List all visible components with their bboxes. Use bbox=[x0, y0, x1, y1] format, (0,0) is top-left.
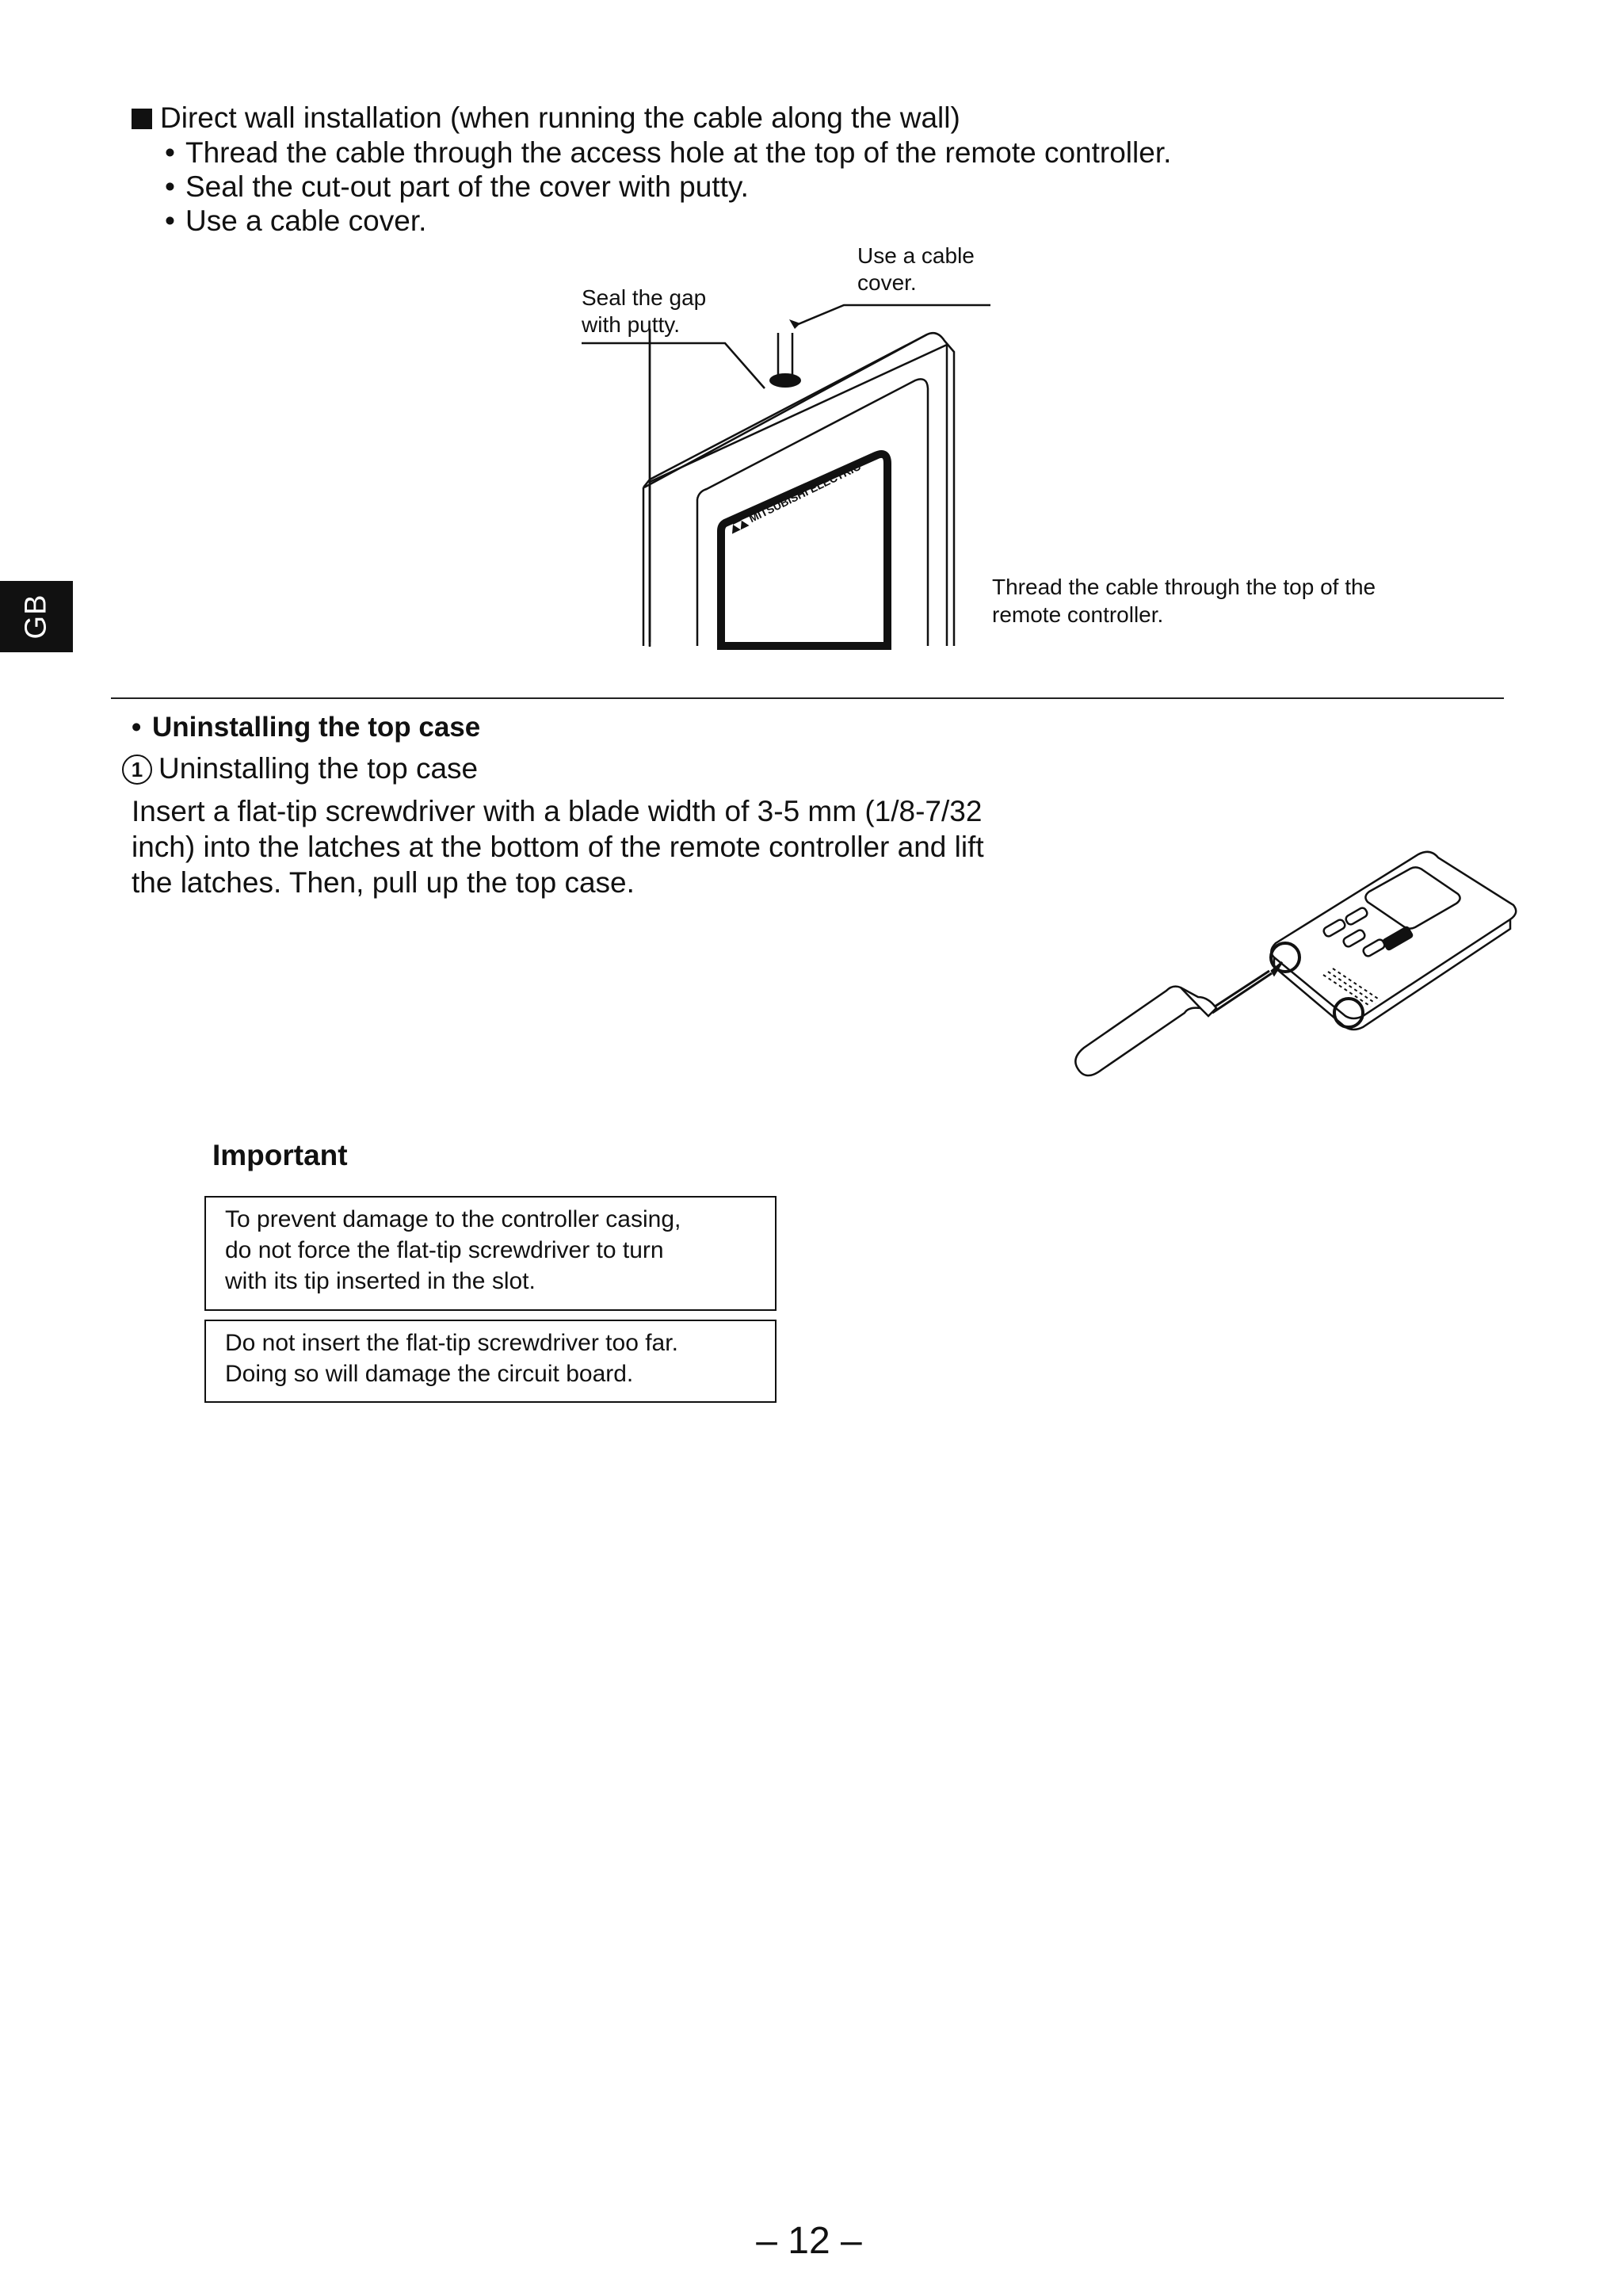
section2-body-line3: the latches. Then, pull up the top case. bbox=[132, 866, 635, 899]
label-seal-gap-line2: with putty. bbox=[582, 312, 680, 337]
section2-heading: • Uninstalling the top case bbox=[132, 712, 481, 743]
note2-line2: Doing so will damage the circuit board. bbox=[225, 1361, 634, 1387]
step-number-badge: 1 bbox=[122, 755, 152, 785]
putty-hole bbox=[769, 373, 801, 388]
label-cable-cover-line1: Use a cable bbox=[857, 243, 975, 268]
language-tab-label: GB bbox=[19, 594, 53, 640]
section1-heading: Direct wall installation (when running the cable along the wall) bbox=[132, 101, 960, 136]
screwdriver-handle bbox=[1075, 987, 1216, 1075]
label-thread-line1: Thread the cable through the top of the bbox=[992, 575, 1376, 599]
uninstall-diagram bbox=[1070, 840, 1529, 1086]
language-tab bbox=[0, 581, 73, 652]
square-bullet-icon bbox=[132, 109, 152, 129]
note1-line1: To prevent damage to the controller casing, bbox=[225, 1206, 681, 1232]
section2-body-line2: inch) into the latches at the bottom of the remote controller and lift bbox=[132, 831, 984, 863]
page-number: – 12 – bbox=[756, 2220, 862, 2262]
section1-bullet-3: • Use a cable cover. bbox=[165, 204, 427, 237]
cable-cover-leader bbox=[796, 305, 990, 325]
wall-install-diagram bbox=[555, 293, 998, 650]
important-note-1 bbox=[204, 1196, 777, 1311]
section1-bullet-1: • Thread the cable through the access hole at the top of the remote controller. bbox=[165, 136, 1172, 169]
important-title: Important bbox=[212, 1139, 348, 1171]
svg-text:MITSUBISHI ELECTRIC: MITSUBISHI ELECTRIC bbox=[746, 460, 863, 525]
section-divider bbox=[111, 697, 1504, 699]
screwdriver-shaft bbox=[1212, 973, 1272, 1013]
label-thread-line2: remote controller. bbox=[992, 602, 1164, 627]
display-window bbox=[721, 454, 887, 646]
section2-body-line1: Insert a flat-tip screwdriver with a blade width of 3-5 mm (1/8-7/32 bbox=[132, 795, 983, 827]
label-cable-cover-line2: cover. bbox=[857, 270, 917, 295]
seal-gap-leader bbox=[582, 343, 765, 388]
label-seal-gap-line1: Seal the gap bbox=[582, 285, 707, 310]
note1-line2: do not force the flat-tip screwdriver to turn bbox=[225, 1237, 664, 1263]
note1-line3: with its tip inserted in the slot. bbox=[225, 1268, 536, 1294]
important-note-2 bbox=[204, 1320, 777, 1403]
note2-line1: Do not insert the flat-tip screwdriver too far. bbox=[225, 1330, 678, 1356]
section1-bullet-2: • Seal the cut-out part of the cover with putty. bbox=[165, 170, 749, 203]
section2-step-title: 1 Uninstalling the top case bbox=[122, 751, 478, 786]
